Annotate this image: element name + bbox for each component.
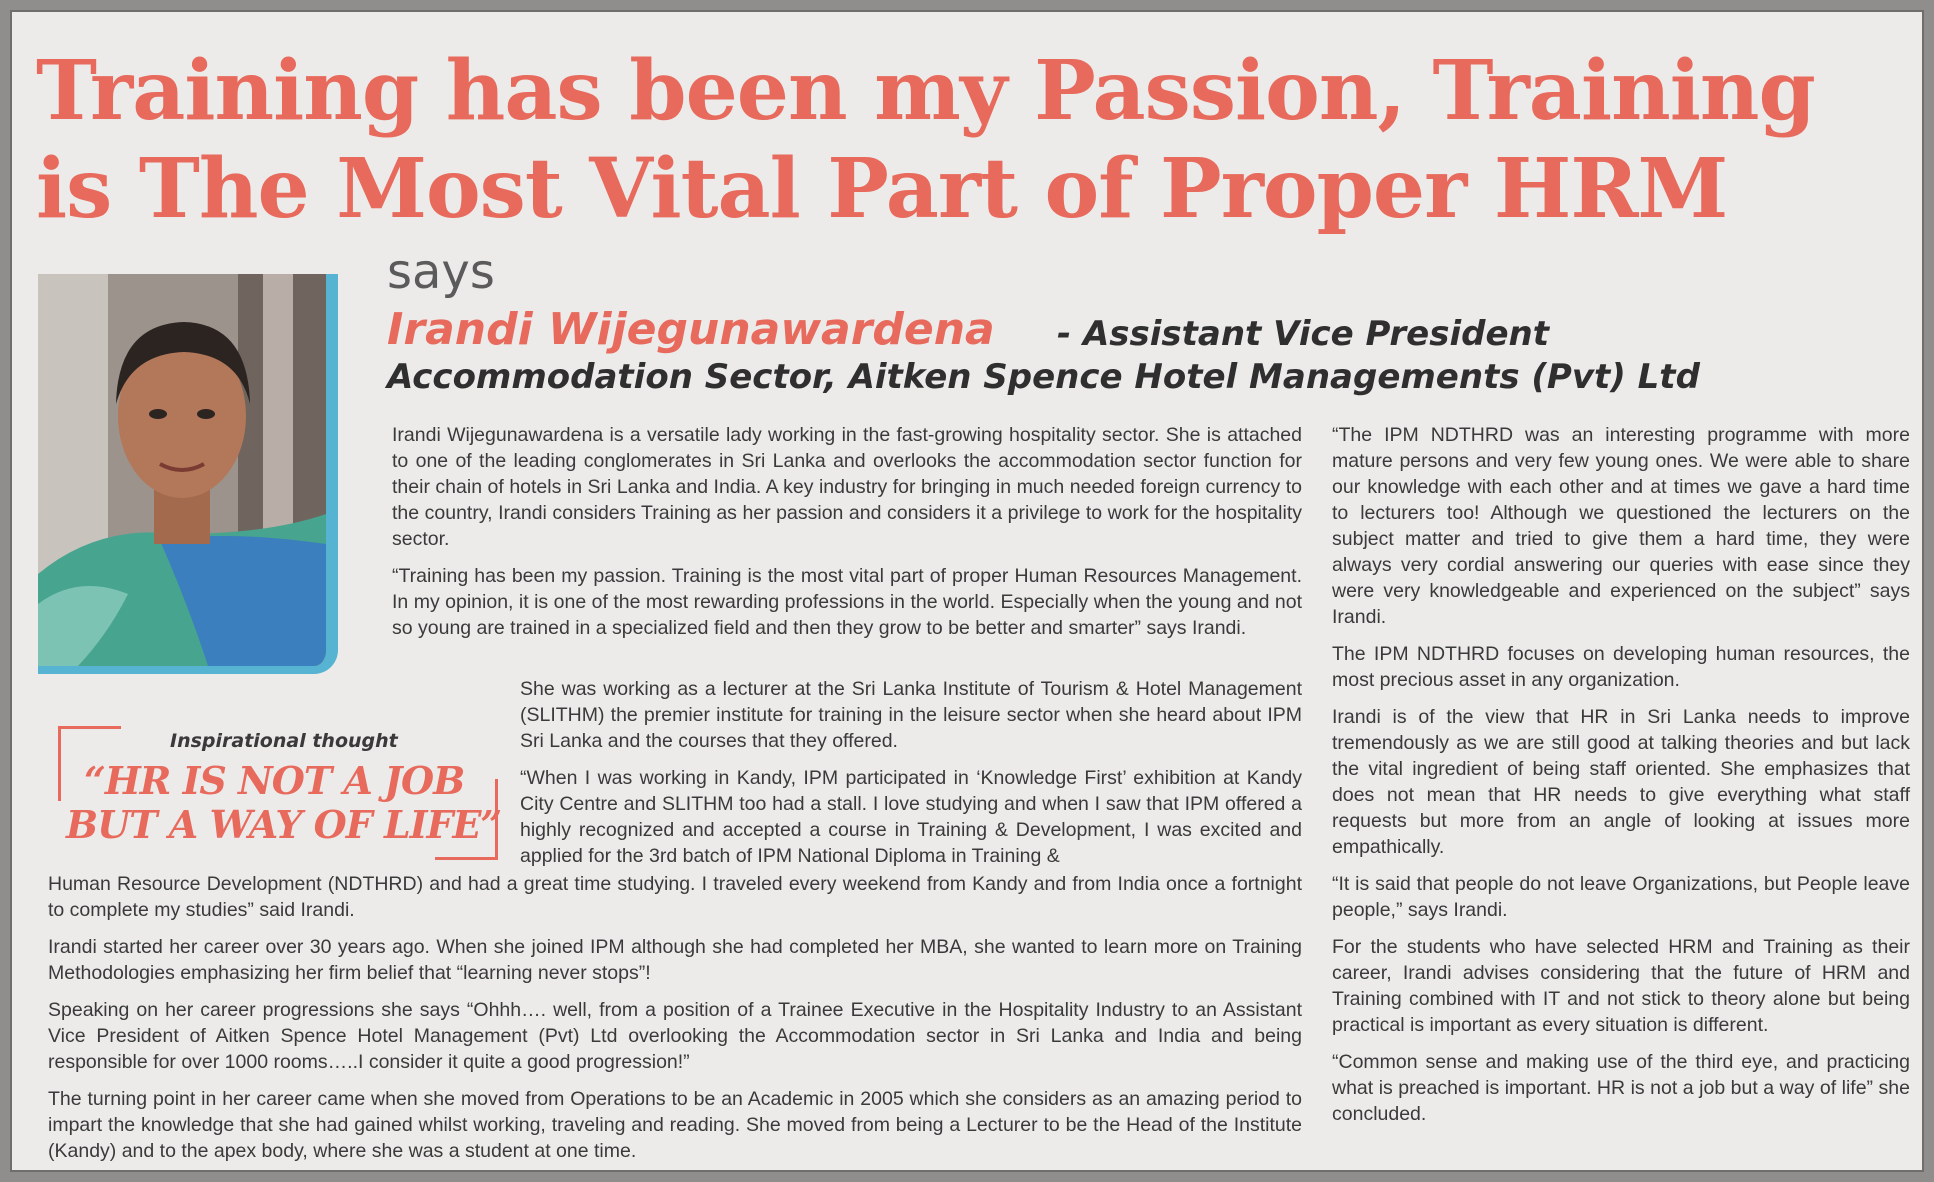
article-column-bottom-left bbox=[48, 871, 1302, 1172]
paragraph: The IPM NDTHRD focuses on developing human resources, the most precious asset in any organization. bbox=[1332, 643, 1910, 691]
paragraph: “The IPM NDTHRD was an interesting programme with more mature persons and very few young ones. We were able to share our knowledge with each other and at times we gave a hard time to lecturers too! Although we questioned the lecturers on the subject matter and tried to give them a hard time, they were always very cordial answering our queries with ease since they were very knowledgeable and experienced on the subject” says Irandi. bbox=[1332, 424, 1910, 628]
headline-line-1: Training has been my Passion, Training bbox=[36, 43, 1815, 139]
inspirational-quote-box bbox=[58, 722, 502, 860]
paragraph: “Training has been my passion. Training is the most vital part of proper Human Resources Management. In my opinion, it is one of the most rewarding professions in the world. Especially when the young and not so young are trained in a specialized field and then they grow to be better and smarter” says Irandi. bbox=[392, 565, 1302, 639]
says-label: says bbox=[387, 244, 495, 300]
paragraph: Speaking on her career progressions she says “Ohhh…. well, from a position of a Trainee Executive in the Hospitality Industry to an Assistant Vice President of Aitken Spence Hotel Management (Pvt) Ltd overlooking the Accommodation sector in Sri Lanka and India and being responsible for over 1000 rooms…..I consider it quite a good progression!” bbox=[48, 999, 1302, 1073]
paragraph: Human Resource Development (NDTHRD) and had a great time studying. I traveled every weekend from Kandy and from India once a fortnight to complete my studies” said Irandi. bbox=[48, 873, 1302, 921]
headline-line-2: is The Most Vital Part of Proper HRM bbox=[36, 141, 1728, 237]
portrait-image bbox=[38, 274, 326, 666]
paragraph: “Common sense and making use of the third eye, and practicing what is preached is important. HR is not a job but a way of life” she concluded. bbox=[1332, 1051, 1910, 1125]
paragraph: For the students who have selected HRM and Training as their career, Irandi advises considering that the future of HRM and Training combined with IT and not stick to theory alone but being practical is important as every situation is different. bbox=[1332, 936, 1910, 1036]
article-column-middle-inset bbox=[520, 676, 1302, 869]
paragraph: She was working as a lecturer at the Sri Lanka Institute of Tourism & Hotel Management (SLITHM) the premier institute for training in the leisure sector when she heard about IPM Sri Lanka and the courses that they offered. bbox=[520, 678, 1302, 752]
byline-name: Irandi Wijegunawardena bbox=[387, 304, 995, 355]
quote-line-2: BUT A WAY OF LIFE” bbox=[66, 802, 502, 847]
paragraph: “It is said that people do not leave Organizations, but People leave people,” says Irandi. bbox=[1332, 873, 1910, 921]
paragraph: Irandi is of the view that HR in Sri Lanka needs to improve tremendously as we are still good at talking theories and but lack the vital ingredient of being staff oriented. She emphasizes that does not mean that HR needs to give everything what staff requests but more from an angle of looking at issues more empathically. bbox=[1332, 706, 1910, 858]
paragraph: Irandi Wijegunawardena is a versatile lady working in the fast-growing hospitality sector. She is attached to one of the leading conglomerates in Sri Lanka and overlooks the accommodation sector function for their chain of hotels in Sri Lanka and India. A key industry for bringing in much needed foreign currency to the country, Irandi considers Training as her passion and considers it a privilege to work for the hospitality sector. bbox=[392, 424, 1302, 550]
paragraph: Irandi started her career over 30 years ago. When she joined IPM although she had completed her MBA, she wanted to learn more on Training Methodologies emphasizing her firm belief that “learning never stops”! bbox=[48, 936, 1302, 984]
byline-title: - Assistant Vice President bbox=[1057, 314, 1549, 354]
article-column-middle-top bbox=[392, 422, 1302, 652]
article-headline bbox=[36, 42, 1896, 238]
article-column-right bbox=[1332, 422, 1910, 1138]
paragraph: “When I was working in Kandy, IPM participated in ‘Knowledge First’ exhibition at Kandy City Centre and SLITHM too had a stall. I love studying and when I saw that IPM offered a highly recognized and accepted a course in Training & Development, I was excited and applied for the 3rd batch of IPM National Diploma in Training & bbox=[520, 767, 1302, 867]
portrait-photo bbox=[38, 274, 338, 674]
quote-label: Inspirational thought bbox=[170, 730, 398, 752]
newspaper-page bbox=[10, 10, 1924, 1172]
paragraph: The turning point in her career came when she moved from Operations to be an Academic in 2005 which she considers as an amazing period to impart the knowledge that she had gained whilst working, traveling and reading. She moved from being a Lecturer to be the Head of the Institute (Kandy) and to the apex body, where she was a student at one time. bbox=[48, 1088, 1302, 1162]
quote-line-1: “HR IS NOT A JOB bbox=[84, 758, 465, 803]
byline-company: Accommodation Sector, Aitken Spence Hotel Managements (Pvt) Ltd bbox=[387, 357, 1700, 397]
